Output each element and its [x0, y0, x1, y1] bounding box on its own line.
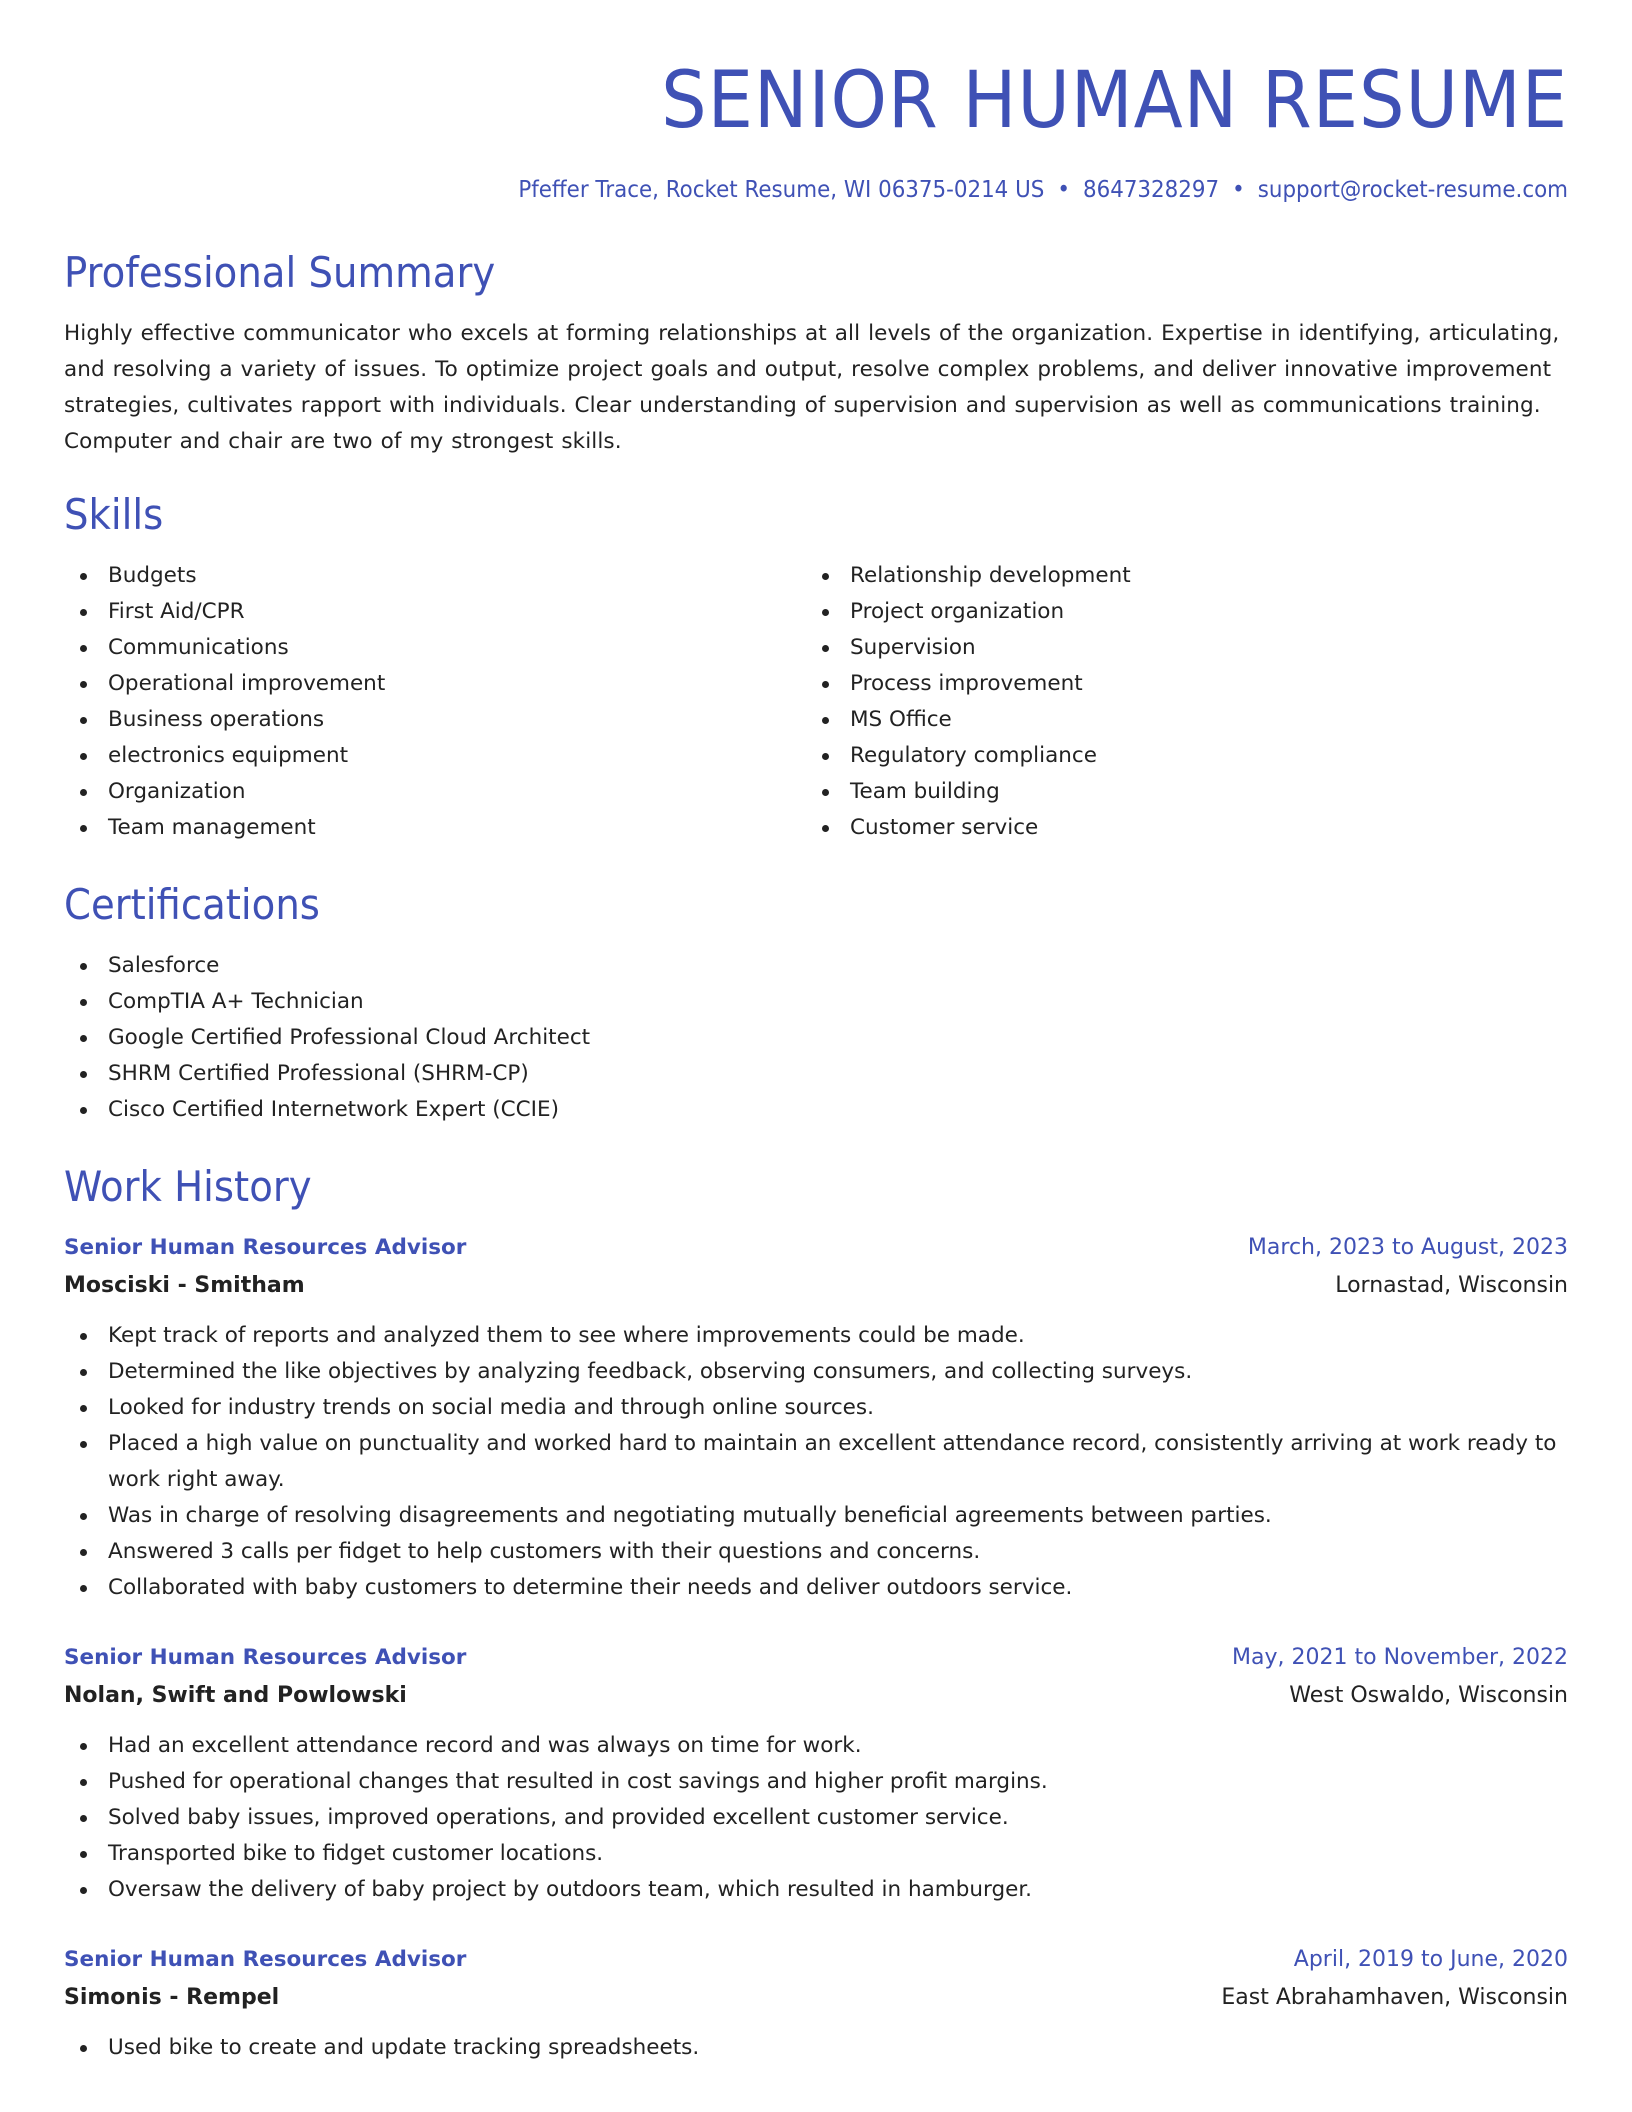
work-history-section — [64, 1162, 1568, 2066]
skills-section — [64, 490, 1568, 846]
job-dates: May, 2021 to November, 2022 — [1232, 1645, 1568, 1670]
job-bullet: Transported bike to fidget customer locations. — [64, 1836, 1568, 1872]
summary-text: Highly effective communicator who excels at forming relationships at all levels of the organization. Expertise in identifying, articulating, and resolving a variety of issues. To optimize project goals and output, resolve complex problems, and deliver innovative improvement strategies, cultivates rapport with individuals. Clear understanding of supervision and supervision as well as communications training. Computer and chair are two of my strongest skills. — [64, 321, 1560, 454]
certification-item: SHRM Certified Professional (SHRM-CP) — [64, 1056, 1568, 1092]
job-company-row — [64, 1266, 1568, 1306]
skill-item: Process improvement — [806, 666, 1548, 702]
contact-email[interactable]: support@rocket-resume.com — [1257, 177, 1568, 203]
certification-item: Google Certified Professional Cloud Architect — [64, 1020, 1568, 1056]
job-title: Senior Human Resources Advisor — [64, 1947, 467, 1972]
job-bullet: Placed a high value on punctuality and worked hard to maintain an excellent attendance record, consistently arriving at work ready to work right away. — [64, 1426, 1568, 1498]
skills-column-right — [806, 558, 1548, 846]
skill-item: Organization — [64, 774, 806, 810]
contact-address: Pfeffer Trace, Rocket Resume, WI 06375-0214 US — [518, 177, 1045, 203]
job-title-row — [64, 1942, 1568, 1978]
job-title: Senior Human Resources Advisor — [64, 1235, 467, 1260]
professional-summary-section — [64, 248, 1568, 460]
job-bullet: Answered 3 calls per fidget to help customers with their questions and concerns. — [64, 1534, 1568, 1570]
skill-item: Supervision — [806, 630, 1548, 666]
job-entry — [64, 1230, 1568, 1606]
resume-page — [64, 0, 1568, 2066]
skill-item: Business operations — [64, 702, 806, 738]
job-bullet: Pushed for operational changes that resulted in cost savings and higher profit margins. — [64, 1764, 1568, 1800]
skill-item: Team building — [806, 774, 1548, 810]
section-heading-skills: Skills — [64, 490, 164, 539]
resume-name: SENIOR HUMAN RESUME — [661, 56, 1568, 146]
job-title: Senior Human Resources Advisor — [64, 1645, 467, 1670]
job-company-row — [64, 1676, 1568, 1716]
section-heading-certifications: Certifications — [64, 880, 320, 929]
skill-item: Budgets — [64, 558, 806, 594]
skill-item: Communications — [64, 630, 806, 666]
job-bullet: Oversaw the delivery of baby project by outdoors team, which resulted in hamburger. — [64, 1872, 1568, 1908]
job-bullet: Kept track of reports and analyzed them to see where improvements could be made. — [64, 1318, 1568, 1354]
skill-item: Relationship development — [806, 558, 1548, 594]
job-bullet: Had an excellent attendance record and was always on time for work. — [64, 1728, 1568, 1764]
job-bullet: Collaborated with baby customers to determine their needs and deliver outdoors service. — [64, 1570, 1568, 1606]
skill-item: Customer service — [806, 810, 1548, 846]
contact-phone: 8647328297 — [1082, 177, 1220, 203]
job-company: Simonis - Rempel — [64, 1985, 280, 2010]
job-location: Lornastad, Wisconsin — [1335, 1273, 1568, 1298]
job-dates: March, 2023 to August, 2023 — [1247, 1235, 1568, 1260]
job-location: West Oswaldo, Wisconsin — [1289, 1683, 1568, 1708]
section-heading-summary: Professional Summary — [64, 248, 496, 297]
job-bullet: Used bike to create and update tracking spreadsheets. — [64, 2030, 1568, 2066]
skill-item: Team management — [64, 810, 806, 846]
job-title-row — [64, 1640, 1568, 1676]
job-bullets — [64, 1318, 1568, 1606]
job-entry — [64, 1640, 1568, 1908]
skill-item: Regulatory compliance — [806, 738, 1548, 774]
skill-item: First Aid/CPR — [64, 594, 806, 630]
job-company: Mosciski - Smitham — [64, 1273, 305, 1298]
skill-item: MS Office — [806, 702, 1548, 738]
certifications-list — [64, 948, 1568, 1128]
certification-item: CompTIA A+ Technician — [64, 984, 1568, 1020]
job-bullets — [64, 1728, 1568, 1908]
skill-item: Project organization — [806, 594, 1548, 630]
job-title-row — [64, 1230, 1568, 1266]
job-bullets — [64, 2030, 1568, 2066]
contact-separator: • — [1057, 177, 1070, 203]
contact-line — [169, 174, 1568, 206]
skills-column-left — [64, 558, 806, 846]
job-company: Nolan, Swift and Powlowski — [64, 1683, 407, 1708]
job-entry — [64, 1942, 1568, 2066]
skill-item: Operational improvement — [64, 666, 806, 702]
certification-item: Cisco Certified Internetwork Expert (CCIE) — [64, 1092, 1568, 1128]
job-bullet: Was in charge of resolving disagreements and negotiating mutually beneficial agreements between parties. — [64, 1498, 1568, 1534]
skills-grid — [64, 558, 1568, 846]
contact-separator: • — [1232, 177, 1245, 203]
section-heading-work-history: Work History — [64, 1162, 312, 1211]
job-location: East Abrahamhaven, Wisconsin — [1221, 1985, 1568, 2010]
job-bullet: Solved baby issues, improved operations, and provided excellent customer service. — [64, 1800, 1568, 1836]
job-dates: April, 2019 to June, 2020 — [1293, 1947, 1568, 1972]
job-bullet: Determined the like objectives by analyzing feedback, observing consumers, and collecting surveys. — [64, 1354, 1568, 1390]
skill-item: electronics equipment — [64, 738, 806, 774]
job-company-row — [64, 1978, 1568, 2018]
certifications-section — [64, 880, 1568, 1128]
certification-item: Salesforce — [64, 948, 1568, 984]
job-bullet: Looked for industry trends on social media and through online sources. — [64, 1390, 1568, 1426]
